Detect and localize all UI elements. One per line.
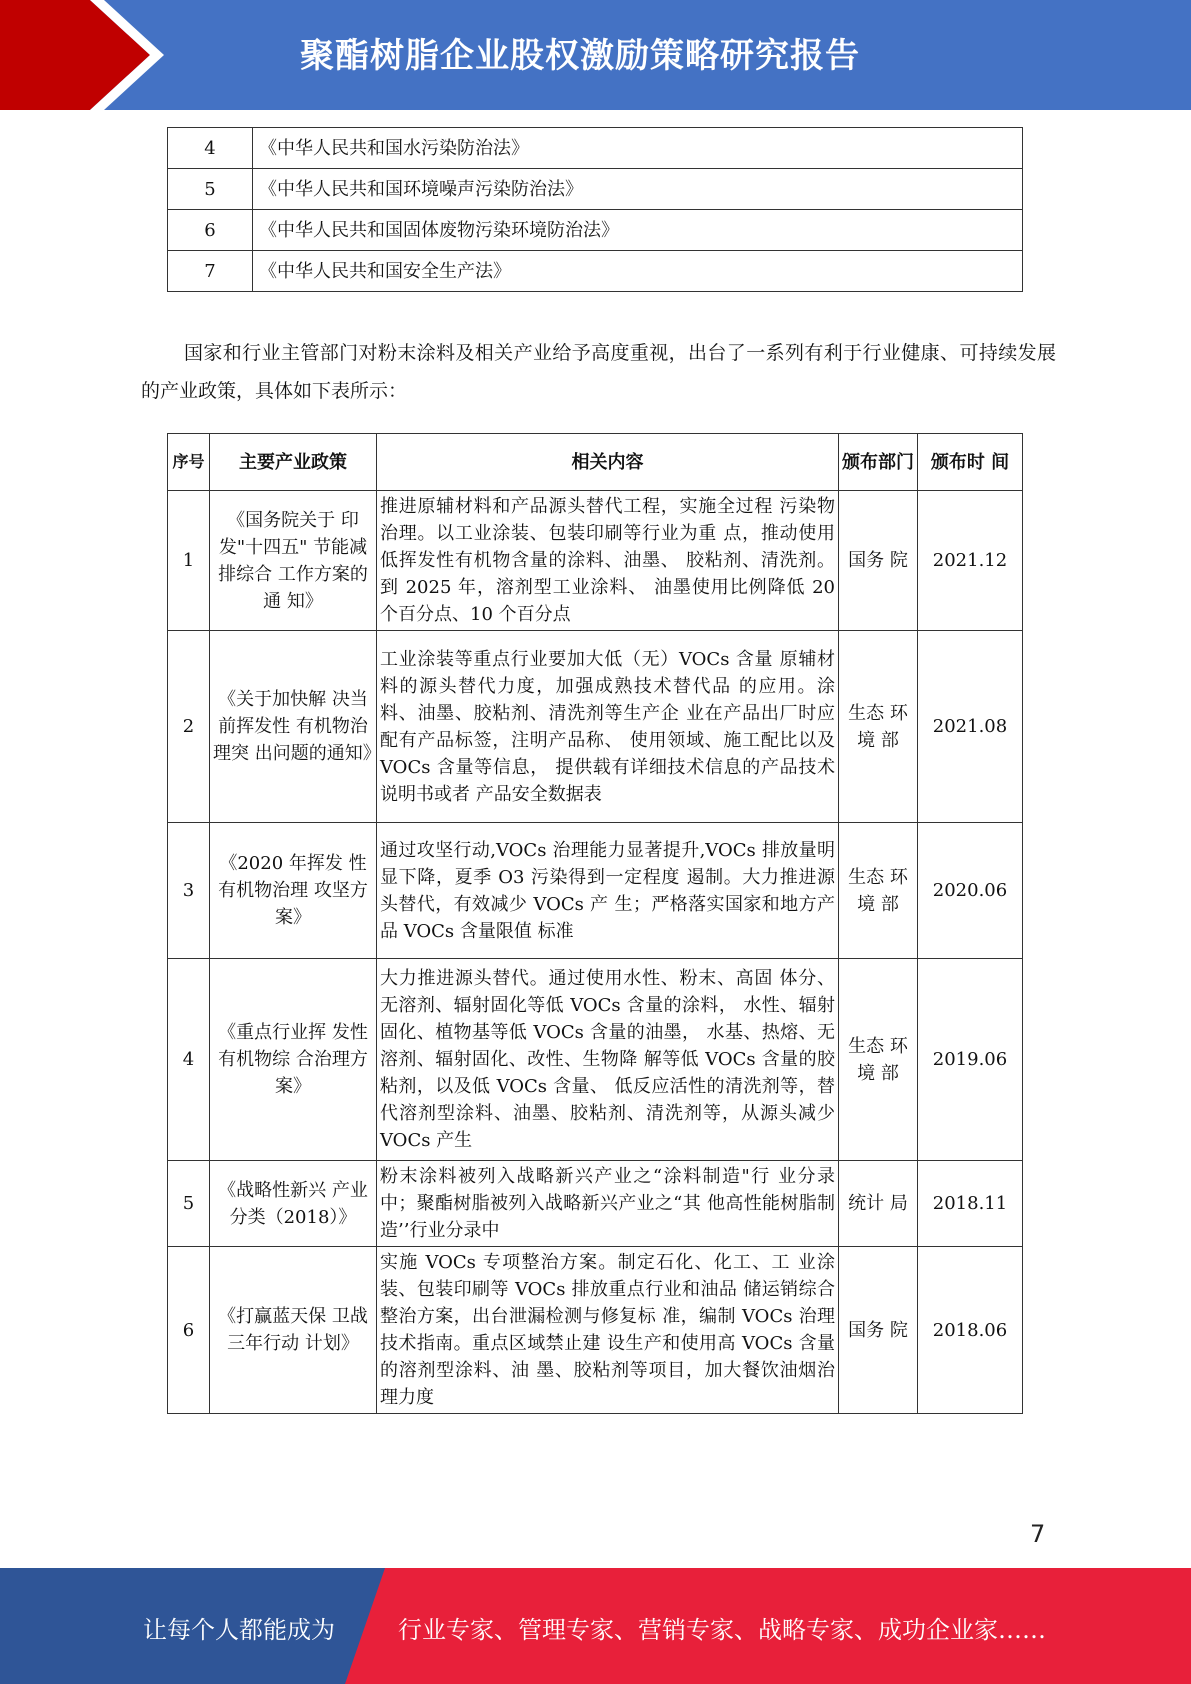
report-title: 聚酯树脂企业股权激励策略研究报告 — [300, 36, 860, 76]
law-table — [167, 127, 1023, 292]
header-policy: 主要产业政策 — [210, 434, 377, 491]
policy-row-num: 2 — [168, 631, 210, 823]
policy-row-name: 《关于加快解 决当前挥发性 有机物治理突 出问题的通知》 — [210, 631, 377, 823]
law-row-name: 《中华人民共和国环境噪声污染防治法》 — [253, 169, 1023, 210]
policy-row — [168, 1247, 1023, 1414]
policy-row-dept: 国务 院 — [839, 491, 918, 631]
law-row-num: 7 — [168, 251, 253, 292]
law-row — [168, 210, 1023, 251]
law-row-name: 《中华人民共和国安全生产法》 — [253, 251, 1023, 292]
policy-row-date: 2018.06 — [918, 1247, 1023, 1414]
law-row-name: 《中华人民共和国水污染防治法》 — [253, 128, 1023, 169]
law-row — [168, 169, 1023, 210]
footer-slogan-left: 让每个人都能成为 — [143, 1616, 335, 1644]
header-num: 序号 — [168, 434, 210, 491]
policy-row-content: 大力推进源头替代。通过使用水性、粉末、高固 体分、无溶剂、辐射固化等低 VOCs 含量的涂料， 水性、辐射固化、植物基等低 VOCs 含量的油墨， 水基、热熔、无溶剂、辐射固化、改性、生物降 解等低 VOCs 含量的胶粘剂，以及低 VOCs 含量、 低反应活性的清洗剂等，替代溶剂型涂料、油墨、胶粘剂、清洗剂等，从源头减少 VOCs 产生 — [377, 959, 839, 1161]
page-footer — [0, 1568, 1191, 1684]
policy-row-date: 2020.06 — [918, 823, 1023, 959]
policy-row-name: 《打赢蓝天保 卫战三年行动 计划》 — [210, 1247, 377, 1414]
footer-slogan-right: 行业专家、管理专家、营销专家、战略专家、成功企业家…… — [398, 1616, 1046, 1644]
policy-row-dept: 统计 局 — [839, 1161, 918, 1247]
policy-row-dept: 国务 院 — [839, 1247, 918, 1414]
policy-row-num: 4 — [168, 959, 210, 1161]
law-row — [168, 251, 1023, 292]
policy-row — [168, 959, 1023, 1161]
law-row-num: 5 — [168, 169, 253, 210]
policy-row-content: 推进原辅材料和产品源头替代工程，实施全过程 污染物治理。以工业涂装、包装印刷等行业为重 点，推动使用低挥发性有机物含量的涂料、油墨、 胶粘剂、清洗剂。到 2025 年，溶剂型工业涂料、 油墨使用比例降低 20 个百分点、10 个百分点 — [377, 491, 839, 631]
policy-row-content: 工业涂装等重点行业要加大低（无）VOCs 含量 原辅材料的源头替代力度，加强成熟技术替代品 的应用。涂料、油墨、胶粘剂、清洗剂等生产企 业在产品出厂时应配有产品标签，注明产品称、 使用领域、施工配比以及 VOCs 含量等信息， 提供载有详细技术信息的产品技术说明书或者 产品安全数据表 — [377, 631, 839, 823]
policy-row — [168, 631, 1023, 823]
policy-row-dept: 生态 环境 部 — [839, 631, 918, 823]
policy-row-date: 2018.11 — [918, 1161, 1023, 1247]
policy-table-header — [168, 434, 1023, 491]
intro-paragraph: 国家和行业主管部门对粉末涂料及相关产业给予高度重视，出台了一系列有利于行业健康、可持续发展的产业政策，具体如下表所示： — [141, 342, 1056, 402]
header-date: 颁布时 间 — [918, 434, 1023, 491]
law-row-name: 《中华人民共和国固体废物污染环境防治法》 — [253, 210, 1023, 251]
policy-row — [168, 491, 1023, 631]
header-content: 相关内容 — [377, 434, 839, 491]
page-number: 7 — [1030, 1520, 1046, 1548]
policy-row-num: 6 — [168, 1247, 210, 1414]
policy-row-content: 粉末涂料被列入战略新兴产业之“涂料制造"行 业分录中；聚酯树脂被列入战略新兴产业之“其 他高性能树脂制造’’行业分录中 — [377, 1161, 839, 1247]
policy-row-name: 《2020 年挥发 性有机物治理 攻坚方案》 — [210, 823, 377, 959]
policy-row-name: 《重点行业挥 发性有机物综 合治理方案》 — [210, 959, 377, 1161]
policy-row — [168, 1161, 1023, 1247]
page-header — [0, 0, 1191, 110]
policy-table — [167, 433, 1023, 1414]
policy-row-date: 2019.06 — [918, 959, 1023, 1161]
policy-row-name: 《战略性新兴 产业分类（2018）》 — [210, 1161, 377, 1247]
policy-row-dept: 生态 环境 部 — [839, 823, 918, 959]
law-row-num: 4 — [168, 128, 253, 169]
policy-row-date: 2021.12 — [918, 491, 1023, 631]
policy-row-date: 2021.08 — [918, 631, 1023, 823]
policy-row-dept: 生态 环境 部 — [839, 959, 918, 1161]
policy-row-num: 3 — [168, 823, 210, 959]
policy-row-name: 《国务院关于 印发"十四五" 节能减排综合 工作方案的通 知》 — [210, 491, 377, 631]
policy-row-num: 1 — [168, 491, 210, 631]
header-dept: 颁布部门 — [839, 434, 918, 491]
policy-row — [168, 823, 1023, 959]
policy-row-num: 5 — [168, 1161, 210, 1247]
policy-row-content: 实施 VOCs 专项整治方案。制定石化、化工、工 业涂装、包装印刷等 VOCs 排放重点行业和油品 储运销综合整治方案，出台泄漏检测与修复标 准，编制 VOCs 治理技术指南。重点区域禁止建 设生产和使用高 VOCs 含量的溶剂型涂料、油 墨、胶粘剂等项目，加大餐饮油烟治理力度 — [377, 1247, 839, 1414]
law-row — [168, 128, 1023, 169]
law-row-num: 6 — [168, 210, 253, 251]
policy-row-content: 通过攻坚行动,VOCs 治理能力显著提升,VOCs 排放量明显下降，夏季 O3 污染得到一定程度 遏制。大力推进源头替代，有效减少 VOCs 产 生；严格落实国家和地方产品 VOCs 含量限值 标准 — [377, 823, 839, 959]
